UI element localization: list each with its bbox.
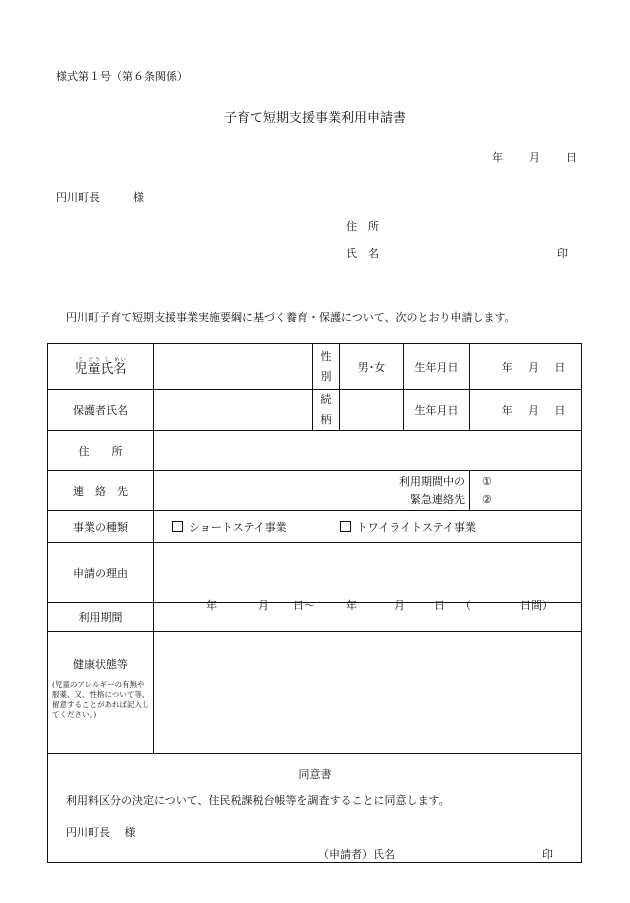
address-row bbox=[48, 431, 582, 471]
gender-value[interactable]: 男･女 bbox=[340, 344, 404, 390]
health-label-cell bbox=[48, 632, 154, 754]
form-number: 様式第１号（第６条関係） bbox=[56, 70, 188, 83]
consent-title: 同意書 bbox=[298, 768, 332, 781]
health-field[interactable] bbox=[154, 632, 582, 754]
consent-addressee: 円川町長 様 bbox=[66, 826, 136, 839]
service-type-label: 事業の種類 bbox=[48, 511, 154, 543]
consent-text: 利用料区分の決定について、住民税課税台帳等を調査することに同意します。 bbox=[66, 794, 450, 807]
consent-section bbox=[48, 754, 582, 863]
guardian-name-field[interactable] bbox=[154, 390, 313, 431]
guardian-name-label: 保護者氏名 bbox=[48, 390, 154, 431]
address-field[interactable] bbox=[154, 431, 582, 471]
health-row bbox=[48, 632, 582, 754]
consent-row bbox=[48, 754, 582, 863]
application-date bbox=[492, 149, 577, 165]
guardian-birth-label: 生年月日 bbox=[404, 390, 470, 431]
twilight-stay-option[interactable]: トワイライトステイ事業 bbox=[340, 521, 476, 534]
relation-label: 続 柄 bbox=[313, 390, 340, 431]
consent-applicant-label[interactable]: （申請者）氏名 bbox=[318, 848, 395, 861]
child-birth-field[interactable]: 年 月 日 bbox=[470, 344, 582, 390]
reason-label: 申請の理由 bbox=[48, 543, 154, 603]
guardian-birth-field[interactable]: 年 月 日 bbox=[470, 390, 582, 431]
date-day: 日 bbox=[566, 151, 577, 164]
service-row bbox=[48, 511, 582, 543]
twilight-stay-checkbox[interactable] bbox=[340, 521, 351, 532]
child-name-label: 児じ童どう氏し名めい bbox=[48, 344, 154, 390]
emergency-label: 利用期間中の 緊急連絡先 bbox=[340, 471, 470, 511]
reason-row bbox=[48, 543, 582, 603]
contact-label: 連 絡 先 bbox=[48, 471, 154, 511]
child-birth-label: 生年月日 bbox=[404, 344, 470, 390]
period-label: 利用期間 bbox=[48, 603, 154, 632]
child-row bbox=[48, 344, 582, 390]
seal-mark: 印 bbox=[557, 247, 568, 260]
child-name-field[interactable] bbox=[154, 344, 313, 390]
contact-field[interactable] bbox=[154, 471, 340, 511]
service-options bbox=[154, 511, 582, 543]
application-table bbox=[47, 343, 582, 863]
health-label: 健康状態等 bbox=[73, 658, 128, 671]
period-field[interactable]: 年 月 日～ 年 月 日 （ 日間） bbox=[154, 603, 582, 632]
consent-seal: 印 bbox=[542, 848, 553, 861]
health-note: (児童のアレルギーの有無や服薬、又、性格について等、留意することがあれば記入してください。) bbox=[52, 680, 150, 719]
short-stay-option[interactable]: ショートステイ事業 bbox=[172, 521, 287, 534]
gender-label: 性 別 bbox=[313, 344, 340, 390]
emergency-field[interactable]: ① ② bbox=[470, 471, 582, 511]
date-year: 年 bbox=[492, 151, 503, 164]
intro-text: 円川町子育て短期支援事業実施要綱に基づく養育・保護について、次のとおり申請します。 bbox=[66, 311, 516, 324]
short-stay-checkbox[interactable] bbox=[172, 521, 183, 532]
reason-field[interactable] bbox=[154, 543, 582, 603]
address-label: 住 所 bbox=[48, 431, 154, 471]
applicant-address-label: 住 所 bbox=[346, 220, 379, 233]
applicant-name-label: 氏 名 bbox=[346, 247, 379, 260]
period-row bbox=[48, 603, 582, 632]
contact-row bbox=[48, 471, 582, 511]
date-month: 月 bbox=[529, 151, 540, 164]
addressee: 円川町長 様 bbox=[56, 191, 144, 204]
document-title: 子育て短期支援事業利用申請書 bbox=[223, 111, 406, 126]
guardian-row bbox=[48, 390, 582, 431]
relation-field[interactable] bbox=[340, 390, 404, 431]
